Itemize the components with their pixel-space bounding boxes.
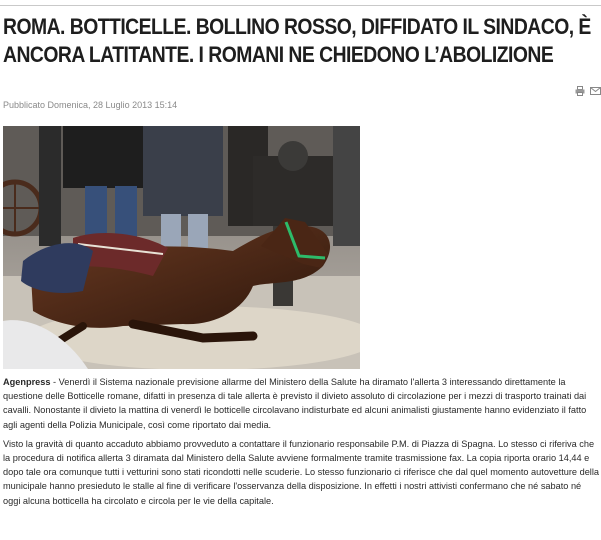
article-paragraph-1 — [3, 375, 601, 432]
email-icon[interactable] — [590, 83, 601, 93]
paragraph-1-text: - Venerdì il Sistema nazionale previsione allarme del Ministero della Salute ha diramato l'allerta 3 interessando direttamente la questione delle Botticelle romane, difatti in presenza di tale allerta è previsto il divieto assoluto di circolazione per i mezzi di trasporto trainati dai cavalli. Nonostante il divieto la mattina di venerdì le botticelle circolavano indisturbate ed alcuni animalisti giustamente hanno evidenziato il fatto agli agenti della Polizia Municipale, così come riportato dai media. — [3, 377, 587, 430]
article-body — [3, 375, 601, 513]
article-photo — [3, 126, 360, 369]
published-date: Pubblicato Domenica, 28 Luglio 2013 15:14 — [3, 100, 178, 110]
print-icon[interactable] — [575, 83, 585, 93]
article-title: ROMA. BOTTICELLE. BOLLINO ROSSO, DIFFIDATO IL SINDACO, È ANCORA LATITANTE. I ROMANI NE CHIEDONO L’ABOLIZIONE — [3, 14, 591, 67]
article-paragraph-2: Visto la gravità di quanto accaduto abbiamo provveduto a contattare il funzionario responsabile P.M. di Piazza di Spagna. Lo stesso ci riferiva che la procedura di notifica allerta 3 diramata dal Ministero della Salute avviene formalmente tramite trasmissione fax. La copia riporta orario 14,44 e dopo tale ora comunque tutti i vetturini sono stati ricondotti nelle scuderie. Lo stesso funzionario ci riferisce che dal quel momento autovetture della municipale hanno presieduto le stalle al fine di verificare l'osservanza della disposizione. In effetti i nostri attivisti confermano che né sabato né oggi alcuna botticella ha circolato e circola per le vie della capitale. — [3, 438, 599, 506]
news-source: Agenpress — [3, 377, 51, 387]
top-divider — [0, 5, 601, 6]
article-meta — [0, 82, 601, 110]
